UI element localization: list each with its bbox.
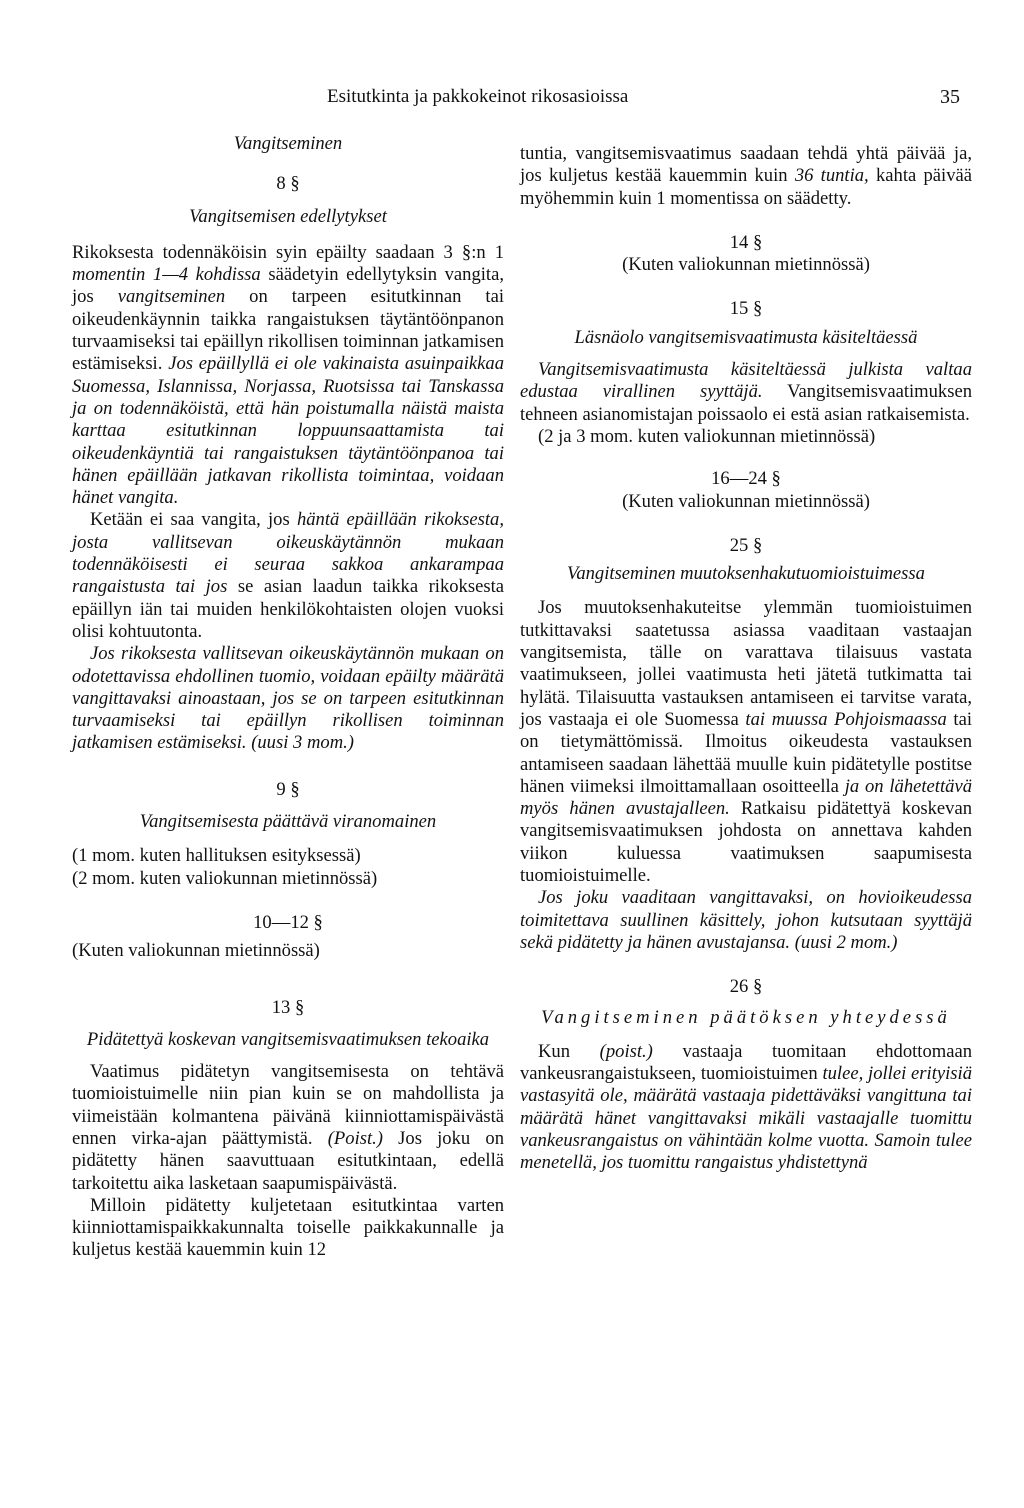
section-25-heading: Vangitseminen muutoksenhakutuomioistuimessa [567,563,925,585]
section-13-number: 13 § [271,996,305,1018]
text-run: Kun [538,1040,600,1062]
continued-paragraph [520,143,972,210]
section-13-paragraph-1 [72,1061,504,1195]
text-run: säädetyin edellytyksin vangita, jos [72,264,504,308]
text-run: Vangitsemisvaatimuksen tehneen asianomistajan poissaolo ei estä asian ratkaisemista. [520,381,972,425]
section-8-heading: Vangitsemisen edellytykset [189,205,387,227]
section-25-paragraph-1 [520,597,972,887]
text-run: tuntia, vangitsemisvaatimus saadaan tehdä yhtä päivää ja, jos kuljetus kestää kauemmin kuin [520,143,972,187]
section-16-24-line: (Kuten valiokunnan mietinnössä) [622,490,870,512]
section-10-12-line: (Kuten valiokunnan mietinnössä) [72,940,320,962]
section-8-paragraph-3: Jos rikoksesta vallitsevan oikeuskäytännön mukaan on odotettavissa ehdollinen tuomio, voidaan epäilty määrätä vangittavaksi ainoastaan, jos se on tarpeen esitutkinnan turvaamiseksi tai epäillyn rikollisen toiminnan jatkamisen estämiseksi. (uusi 3 mom.) [72,643,504,754]
left-column [72,133,504,1262]
text-run: Jos muutoksenhakuteitse ylemmän tuomioistuimen tutkittavaksi saatetussa asiassa vaaditaan vastaajan vangitsemista, tälle on varattava tilaisuus vastata vaatimukseen, jollei vaatimusta heti jätetä tutkimatta tai hylätä. Tilaisuutta vastauksen antamiseen ei tarvitse varata, jos vastaaja ei ole Suomessa [520,597,972,730]
section-9-line-1: (1 mom. kuten hallituksen esityksessä) [72,845,361,867]
italic-run: 36 tuntia, [794,165,869,187]
italic-run: Vangitsemisvaatimusta käsiteltäessä julkista valtaa edustaa virallinen syyttäjä. [520,359,972,403]
italic-run: tulee, jollei erityisiä vastasyitä ole, määrätä vastaaja pidettäväksi vangittuna tai määrätä hänet vangittavaksi mikäli vastaajalle tuomittu vankeusrangaistus on vähintään kolme vuotta. Samoin tulee menetellä, jos tuomittu rangaistus yhdistettynä [520,1063,972,1174]
section-13-paragraph-2: Milloin pidätetty kuljetetaan esitutkintaa varten kiinniottamispaikkakunnalta toiselle paikkakunnalle ja kuljetus kestää kauemmin kuin 12 [72,1194,504,1261]
italic-run: Jos epäillyllä ei ole vakinaista asuinpaikkaa Suomessa, Islannissa, Norjassa, Ruotsissa tai Tanskassa ja on todennäköistä, että hän poistumalla näistä maista karttaa esitutkinnan loppuunsaattamista tai oikeudenkäyntiä tai rangaistuksen täytäntöönpanoa tai hänen epäillään jatkavan rikollista toimintaa, voidaan hänet vangita. [72,353,504,509]
header-title: Esitutkinta ja pakkokeinot rikosasioissa [327,86,629,107]
section-25-number: 25 § [729,534,763,556]
italic-run: häntä epäillään rikoksesta, josta vallitsevan oikeuskäytännön mukaan todennäköisesti ei seuraa sakkoa ankarampaa rangaistusta tai jos [72,509,504,598]
section-9-heading: Vangitsemisesta päättävä viranomainen [139,811,437,833]
text-run: Jos joku on pidätetty hänen saavuttuaan esitutkintaan, edellä tarkoitettu aika lasketaan saapumispäivästä. [72,1127,504,1194]
italic-run: momentin 1—4 kohdissa [72,264,261,286]
running-header [0,86,1024,116]
chapter-heading: Vangitseminen [233,133,343,154]
section-13-heading: Pidätettyä koskevan vangitsemisvaatimuksen tekoaika [86,1028,490,1050]
section-25-paragraph-2: Jos joku vaaditaan vangittavaksi, on hovioikeudessa toimitettava suullinen käsittely, johon kutsutaan syyttäjä sekä pidätetty ja hänen avustajansa. (uusi 2 mom.) [520,887,972,953]
right-column [520,143,972,1175]
section-15-heading: Läsnäolo vangitsemisvaatimusta käsiteltäessä [574,326,918,348]
section-16-24-number: 16—24 § [711,468,781,490]
section-26-number: 26 § [729,976,763,998]
italic-run: vangitseminen [117,286,226,308]
section-10-12-number: 10—12 § [253,911,323,933]
text-run: se asian laadun taikka rikoksesta epäillyn iän tai muiden henkilökohtaisten olojen vuoksi olisi kohtuutonta. [72,576,504,642]
text-run: vastaaja tuomitaan ehdottomaan vankeusrangaistukseen, tuomioistuimen [520,1040,973,1085]
italic-run: ja on lähetettävä myös hänen avustajalleen. [520,775,972,820]
section-9-line-2: (2 mom. kuten valiokunnan mietinnössä) [72,867,378,889]
text-run: kahta päivää myöhemmin kuin 1 momentissa on säädetty. [520,165,972,209]
text-run: tai on tietymättömissä. Ilmoitus oikeudesta vastauksen antamiseen saadaan lähettää muulle kuin pidätetylle postitse hänen viimeksi ilmoittamallaan osoitteella [520,708,973,797]
section-26-paragraph-1 [520,1041,972,1175]
section-14-number: 14 § [729,231,763,253]
page-number: 35 [940,86,960,108]
section-15-paragraph-1 [520,359,972,426]
section-8-paragraph-1 [72,242,504,510]
text-run: Ratkaisu pidätettyä koskevan vangitsemisvaatimuksen johdosta on annettava kahden viikon kuluessa vaatimuksen saapumisesta tuomioistuimelle. [520,798,972,887]
text-run: Rikoksesta todennäköisin syin epäilty saadaan 3 §:n 1 [72,241,504,263]
section-15-paragraph-2: (2 ja 3 mom. kuten valiokunnan mietinnössä) [538,425,876,447]
section-26-heading: Vangitseminen päätöksen yhteydessä [541,1006,951,1028]
text-run: Ketään ei saa vangita, jos [90,509,297,531]
italic-run: (Poist.) [327,1127,383,1149]
section-9-number: 9 § [276,778,300,800]
section-8-number: 8 § [276,173,300,195]
section-14-line: (Kuten valiokunnan mietinnössä) [622,254,870,276]
italic-run: (poist.) [599,1040,653,1062]
section-8-paragraph-2 [72,509,504,643]
text-run: on tarpeen esitutkinnan tai oikeudenkäynnin taikka rangaistuksen täytäntöönpanon turvaamiseksi tai epäillyn rikollisen toiminnan jatkamisen estämiseksi. [72,286,504,375]
section-15-number: 15 § [729,298,763,320]
text-run: Vaatimus pidätetyn vangitsemisesta on tehtävä tuomioistuimelle niin pian kuin se on mahdollista ja viimeistään kolmantena päivänä kiinniottamispäivästä ennen virka-ajan päättymistä. [72,1061,504,1149]
italic-run: tai muussa Pohjoismaassa [745,708,947,730]
